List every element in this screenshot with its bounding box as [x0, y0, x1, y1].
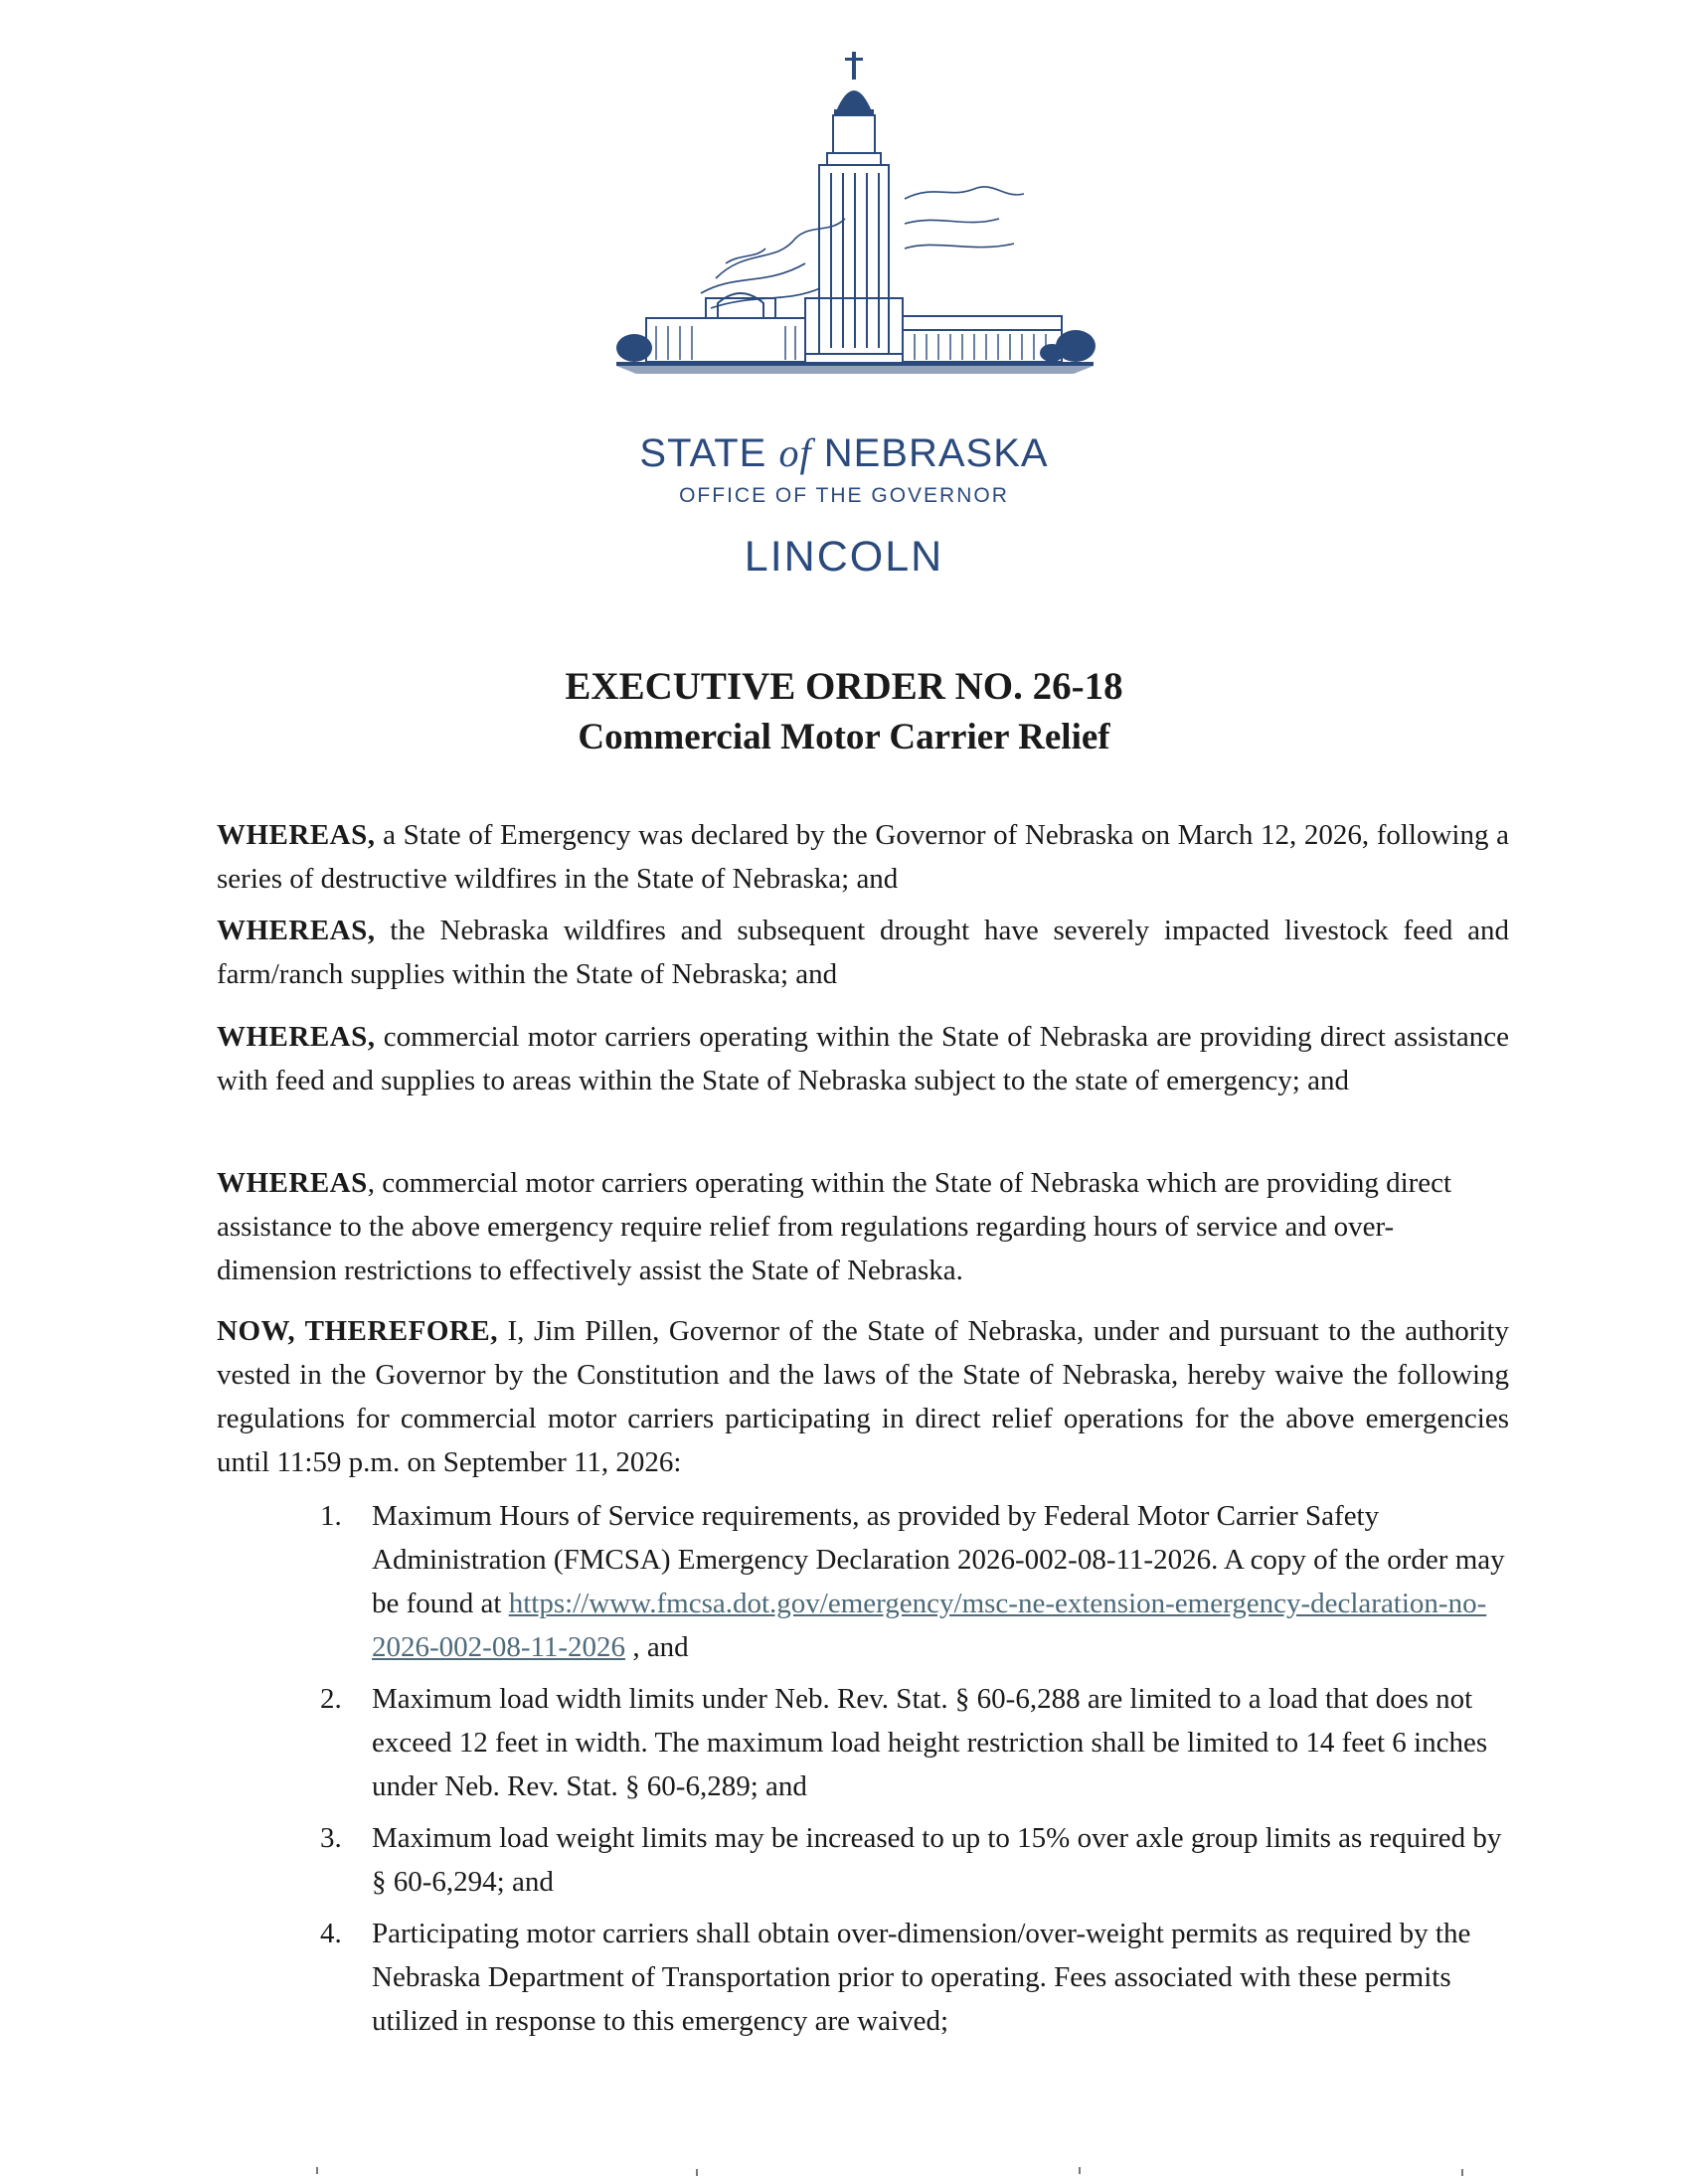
therefore-lead: NOW, THEREFORE, [217, 1315, 498, 1347]
list-item [310, 1677, 1523, 1808]
whereas-text: commercial motor carriers operating within the State of Nebraska are providing direct assistance with feed and supplies to areas within the State of Nebraska subject to the state of emergency; and [217, 1021, 1509, 1096]
letterhead-state [0, 429, 1688, 476]
therefore-text: I, Jim Pillen, Governor of the State of Nebraska, under and pursuant to the authority vested in the Governor by the Constitution and the laws of the State of Nebraska, hereby waive the following regulations for commercial motor carriers participating in direct relief operations for the above emergencies until 11:59 p.m. on September 11, 2026: [217, 1315, 1509, 1478]
list-item-text: Participating motor carriers shall obtain over-dimension/over-weight permits as required by the Nebraska Department of Transportation prior to operating. Fees associated with these permits utilized in response to this emergency are waived; [372, 1918, 1471, 2037]
letterhead-state-of: of [778, 430, 812, 475]
whereas-lead: WHEREAS, [217, 819, 376, 851]
list-item-text: Maximum load width limits under Neb. Rev. Stat. § 60-6,288 are limited to a load that does not exceed 12 feet in width. The maximum load height restriction shall be limited to 14 feet 6 inches under Neb. Rev. Stat. § 60-6,289; and [372, 1683, 1488, 1802]
list-item [310, 1816, 1523, 1904]
list-item [310, 1494, 1523, 1669]
whereas-lead: WHEREAS [217, 1167, 368, 1199]
list-item-text: Maximum load weight limits may be increased to up to 15% over axle group limits as required by § 60-6,294; and [372, 1822, 1502, 1898]
whereas-clause [217, 909, 1509, 996]
scan-artifact [1079, 2167, 1081, 2174]
whereas-lead: WHEREAS, [217, 915, 376, 946]
whereas-lead: WHEREAS, [217, 1021, 376, 1053]
whereas-clause [217, 813, 1509, 901]
whereas-text: the Nebraska wildfires and subsequent drought have severely impacted livestock feed and farm/ranch supplies within the State of Nebraska; and [217, 915, 1509, 990]
whereas-clause [217, 1015, 1509, 1102]
scan-artifact [316, 2167, 318, 2174]
whereas-clause [217, 1161, 1469, 1292]
whereas-text: , commercial motor carriers operating within the State of Nebraska which are providing direct assistance to the above emergency require relief from regulations regarding hours of service and over-dimension restrictions to effectively assist the State of Nebraska. [217, 1167, 1452, 1286]
list-item [310, 1912, 1523, 2043]
list-item-number: 1. [320, 1500, 342, 1532]
list-item-number: 3. [320, 1822, 342, 1854]
letterhead-state-name: NEBRASKA [823, 431, 1049, 475]
capitol-building-seal [606, 50, 1103, 398]
list-item-text-tail: , and [625, 1631, 689, 1663]
list-item-number: 2. [320, 1683, 342, 1715]
letterhead-state-prefix: STATE [639, 431, 767, 475]
order-title: EXECUTIVE ORDER NO. 26-18 [565, 665, 1123, 708]
order-subtitle: Commercial Motor Carrier Relief [578, 717, 1110, 757]
list-item-number: 4. [320, 1918, 342, 1949]
scan-artifact [1461, 2169, 1463, 2176]
list-item-text: Maximum Hours of Service requirements, as provided by Federal Motor Carrier Safety Administration (FMCSA) Emergency Declaration 2026-002-08-11-2026. A copy of the order may be found at [372, 1500, 1505, 1619]
fmcsa-order-link[interactable]: https://www.fmcsa.dot.gov/emergency/msc-ne-extension-emergency-declaration-no-2026-002-08-11-2026 [372, 1588, 1487, 1663]
scan-artifact [696, 2169, 698, 2176]
letterhead-city: LINCOLN [744, 533, 944, 581]
waiver-list [310, 1494, 1523, 2051]
therefore-clause [217, 1309, 1509, 1484]
letterhead-office: OFFICE OF THE GOVERNOR [679, 484, 1009, 507]
whereas-text: a State of Emergency was declared by the Governor of Nebraska on March 12, 2026, following a series of destructive wildfires in the State of Nebraska; and [217, 819, 1509, 895]
